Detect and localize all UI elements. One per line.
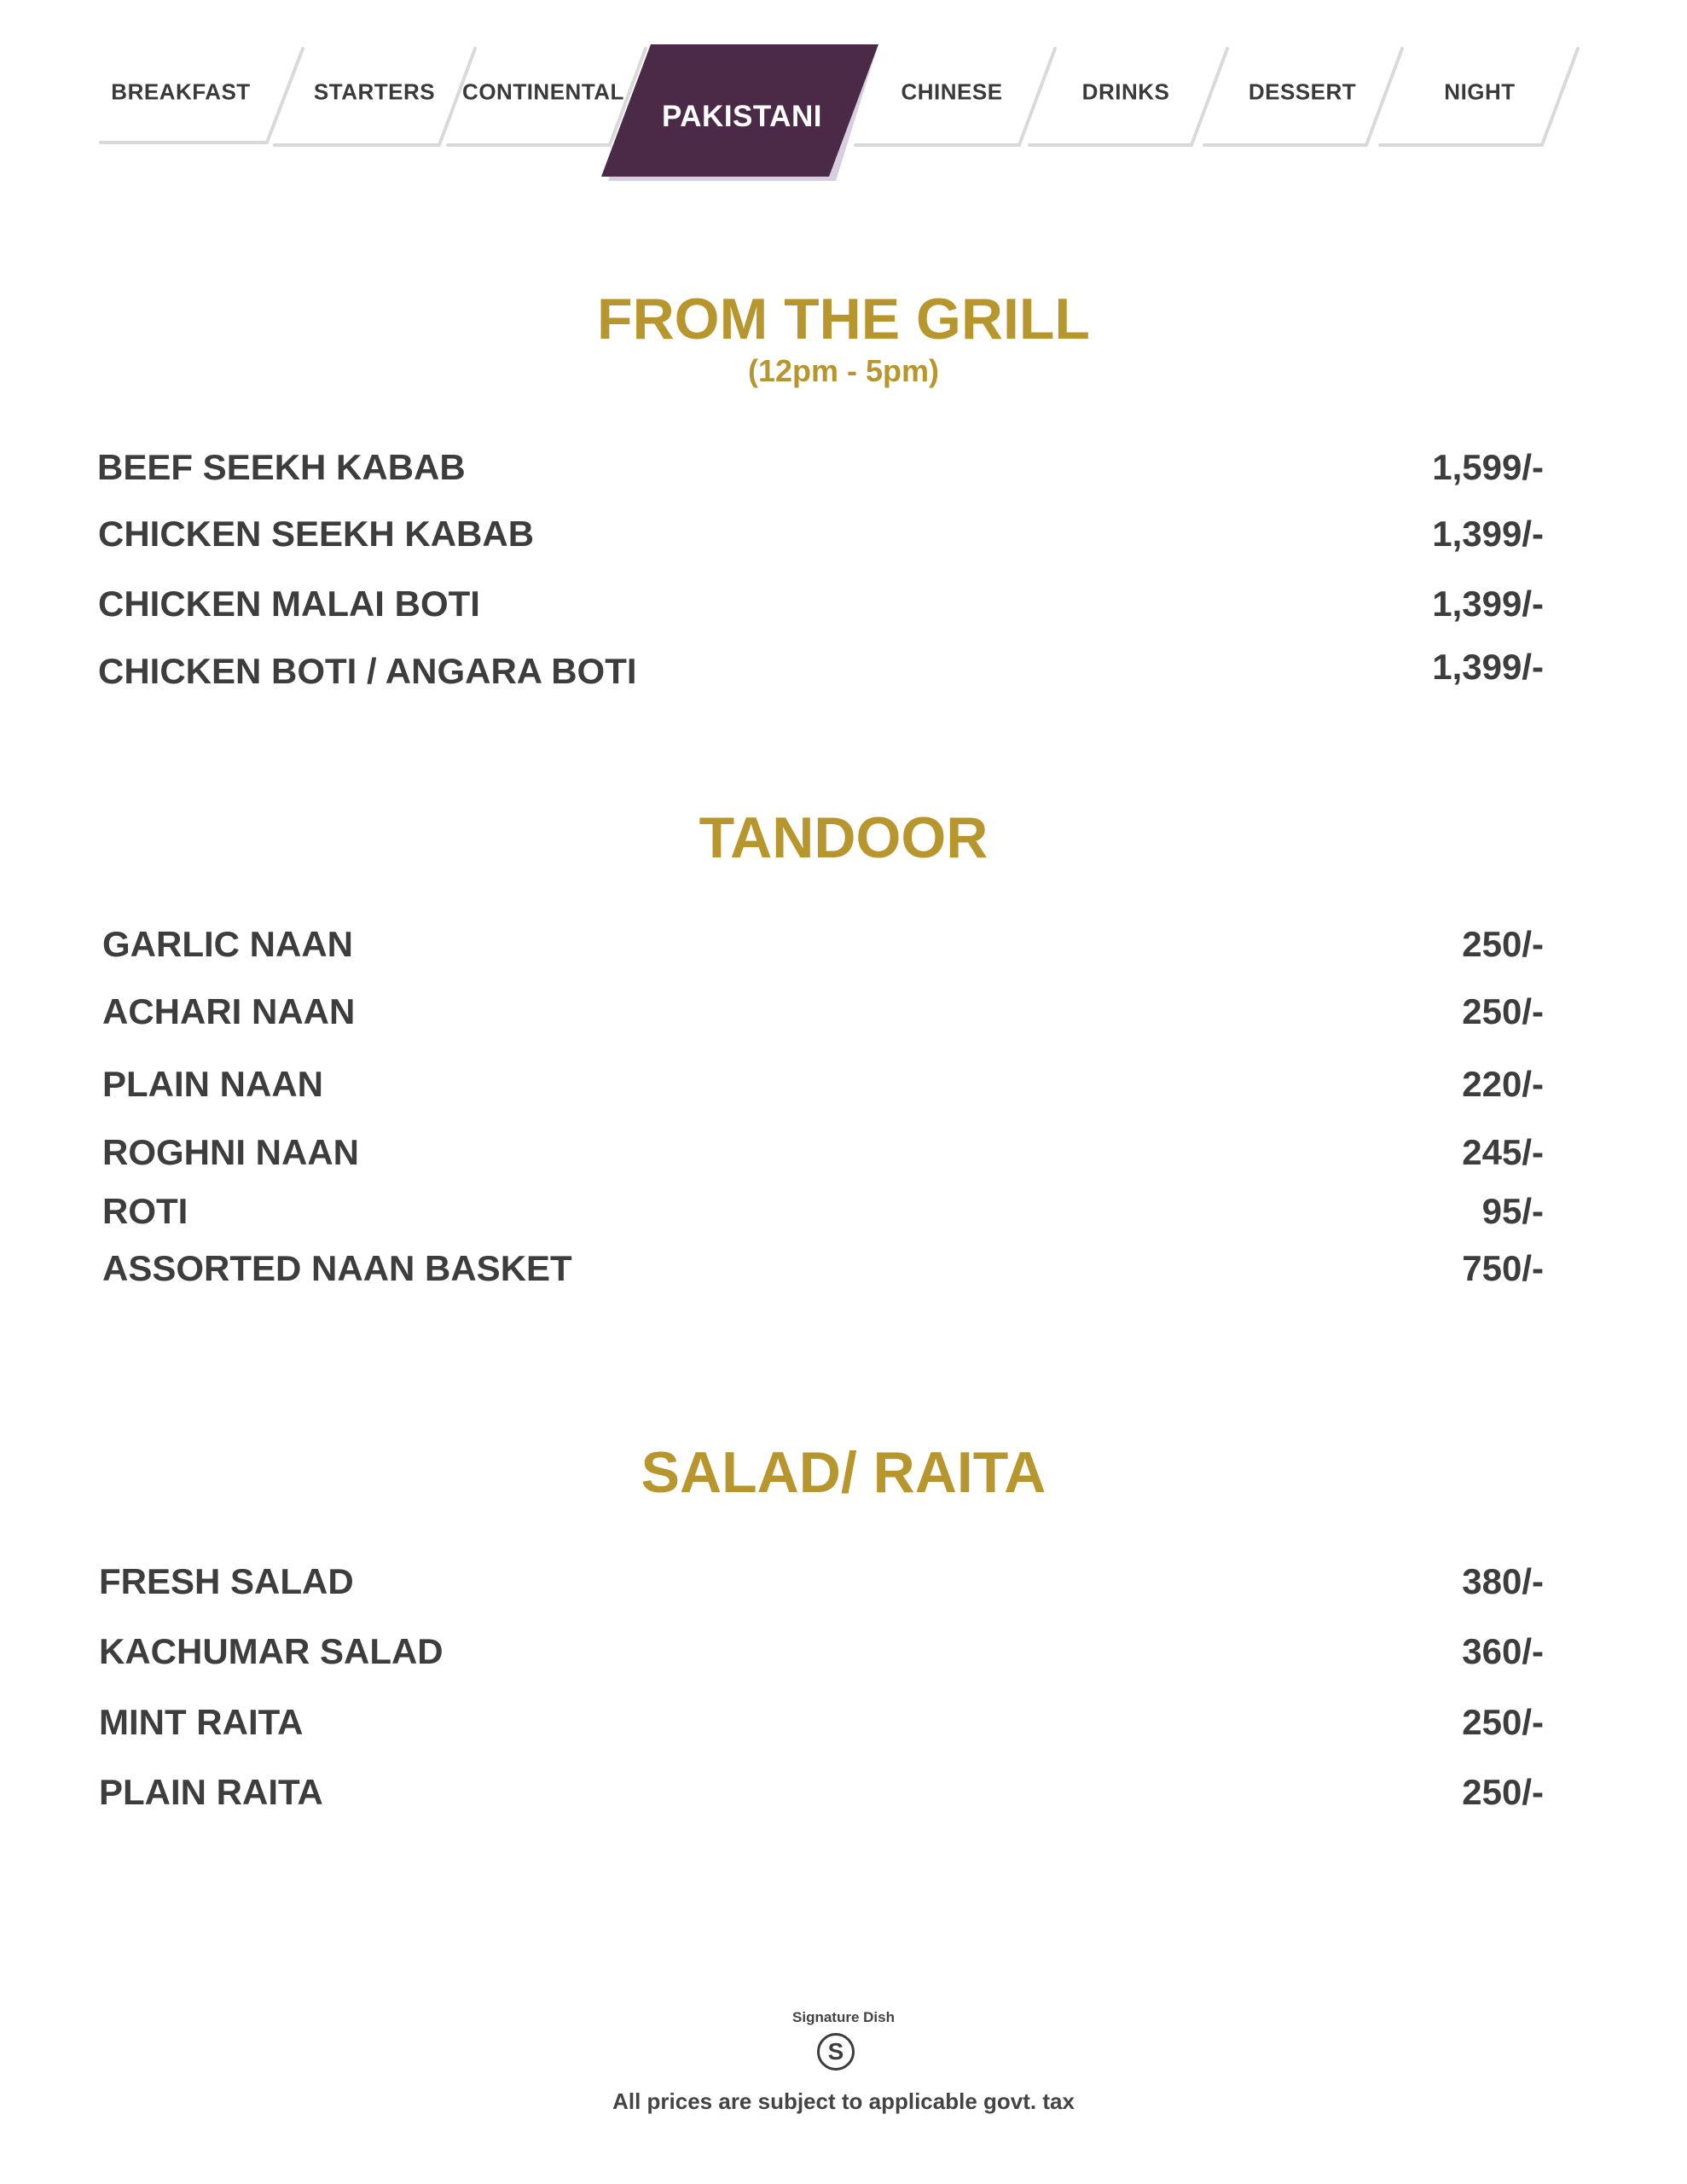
tab-dessert[interactable]: DESSERT bbox=[1248, 78, 1357, 105]
tab-pakistani[interactable]: PAKISTANI bbox=[662, 100, 822, 133]
menu-item bbox=[0, 1190, 1687, 1233]
item-name: BEEF SEEKH KABAB bbox=[97, 447, 466, 487]
item-name: ACHARI NAAN bbox=[102, 991, 356, 1031]
section-title: SALAD/ RAITA bbox=[641, 1440, 1046, 1505]
item-price: 250/- bbox=[1462, 1772, 1544, 1812]
section-title: FROM THE GRILL bbox=[597, 287, 1090, 351]
menu-item bbox=[0, 446, 1687, 489]
menu-item bbox=[0, 1131, 1687, 1174]
menu-item bbox=[0, 990, 1687, 1033]
item-name: GARLIC NAAN bbox=[102, 924, 353, 964]
item-price: 250/- bbox=[1462, 1702, 1544, 1742]
menu-item bbox=[0, 1063, 1687, 1106]
item-price: 380/- bbox=[1462, 1561, 1544, 1601]
item-name: CHICKEN SEEKH KABAB bbox=[98, 514, 535, 554]
item-name: CHICKEN BOTI / ANGARA BOTI bbox=[98, 651, 637, 691]
item-name: ASSORTED NAAN BASKET bbox=[102, 1248, 572, 1288]
item-name: CHICKEN MALAI BOTI bbox=[98, 584, 480, 624]
item-price: 95/- bbox=[1481, 1191, 1544, 1231]
menu-item bbox=[0, 1247, 1687, 1290]
item-name: FRESH SALAD bbox=[99, 1561, 354, 1601]
tab-breakfast[interactable]: BREAKFAST bbox=[111, 78, 251, 105]
item-name: PLAIN NAAN bbox=[102, 1064, 323, 1104]
category-tab-bar bbox=[0, 0, 1687, 222]
menu-item bbox=[0, 583, 1687, 625]
item-name: KACHUMAR SALAD bbox=[99, 1631, 443, 1671]
item-name: MINT RAITA bbox=[99, 1702, 304, 1742]
item-name: ROGHNI NAAN bbox=[102, 1132, 359, 1172]
item-price: 750/- bbox=[1462, 1248, 1544, 1288]
signature-dish-label: Signature Dish bbox=[792, 2009, 895, 2025]
tab-night[interactable]: NIGHT bbox=[1444, 78, 1516, 105]
menu-item bbox=[0, 1630, 1687, 1673]
item-price: 245/- bbox=[1462, 1132, 1544, 1172]
tab-starters[interactable]: STARTERS bbox=[313, 78, 436, 105]
menu-item bbox=[0, 923, 1687, 966]
item-price: 250/- bbox=[1462, 991, 1544, 1031]
item-price: 1,399/- bbox=[1432, 647, 1544, 687]
item-price: 360/- bbox=[1462, 1631, 1544, 1671]
section-subtitle: (12pm - 5pm) bbox=[747, 353, 940, 388]
tab-continental[interactable]: CONTINENTAL bbox=[462, 78, 624, 105]
item-price: 220/- bbox=[1462, 1064, 1544, 1104]
item-price: 250/- bbox=[1462, 924, 1544, 964]
item-price: 1,399/- bbox=[1432, 514, 1544, 554]
tab-chinese[interactable]: CHINESE bbox=[901, 78, 1003, 105]
item-name: PLAIN RAITA bbox=[99, 1772, 323, 1812]
menu-item bbox=[0, 647, 1687, 693]
signature-dish-icon: S bbox=[817, 2033, 855, 2071]
section-title: TANDOOR bbox=[699, 805, 988, 870]
menu-item bbox=[0, 1771, 1687, 1814]
tab-drinks[interactable]: DRINKS bbox=[1081, 78, 1170, 105]
item-price: 1,599/- bbox=[1432, 447, 1544, 487]
item-price: 1,399/- bbox=[1432, 584, 1544, 624]
menu-item bbox=[0, 513, 1687, 555]
item-name: ROTI bbox=[102, 1191, 188, 1231]
menu-item bbox=[0, 1701, 1687, 1744]
tax-note: All prices are subject to applicable govt. tax bbox=[612, 2088, 1075, 2114]
tab-shapes bbox=[0, 0, 1687, 222]
menu-item bbox=[0, 1560, 1687, 1603]
